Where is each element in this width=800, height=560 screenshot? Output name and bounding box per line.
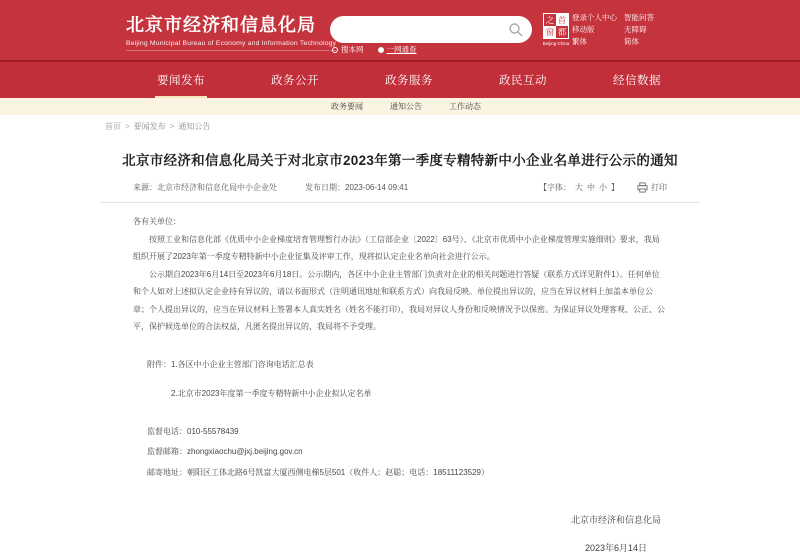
- source-label: 来源：: [133, 183, 157, 192]
- paragraph: 按照工业和信息化部《优质中小企业梯度培育管理暂行办法》（工信部企业〔2022〕63号）、《北京市优质中小企业梯度管理实施细则》要求，我局组织开展了2023年第一季度专精特新中小企业征集及评审工作，现将拟认定企业名单向社会进行公示。: [133, 234, 660, 261]
- sub-nav: [0, 98, 800, 115]
- contact-info: [147, 423, 667, 482]
- attachment-link-1[interactable]: 1.各区中小企业主管部门咨询电话汇总表: [171, 359, 314, 369]
- main-nav: [0, 62, 800, 98]
- breadcrumb-notices[interactable]: 通知公告: [178, 122, 211, 131]
- paragraph: 公示期自2023年6月14日至2023年6月18日。公示期内，各区中小企业主管部门负责对企业的相关问题进行答疑（联系方式详见附件1）。任何单位和个人如对上述拟认定企业持有异议的，请以书面形式（注明通讯地址和联系方式）向我局反映。单位提出异议的，应当在异议材料上加盖本单位公章；个人提出异议的，应当在异议材料上签署本人真实姓名（姓名不能打印），我局对异议人身份和反映情况予以保密。为保证异议处理客观、公正、公平，保护候选单位的合法权益，凡匿名提出异议的，我局将不予受理。: [133, 269, 665, 331]
- attachment-row: [147, 385, 667, 403]
- signature-org: 北京市经济和信息化局: [570, 515, 661, 525]
- attachment-row: [147, 356, 667, 374]
- site-logo[interactable]: [126, 11, 336, 51]
- contact-value: 010-55578439: [187, 426, 239, 436]
- article-title: 北京市经济和信息化局关于对北京市2023年第一季度专精特新中小企业名单进行公示的通知: [122, 153, 678, 168]
- contact-label: 邮寄地址：: [147, 467, 187, 477]
- supervision-phone: [147, 423, 667, 441]
- seal-caption: Beijing·China: [542, 41, 570, 47]
- contact-label: 监督邮箱：: [147, 447, 187, 456]
- nav-item-data[interactable]: 经信数据: [613, 75, 661, 87]
- nav-item-gov-services[interactable]: 政务服务: [385, 75, 433, 87]
- font-size-large-button[interactable]: 大: [575, 183, 583, 192]
- seal-char: 都: [557, 27, 567, 37]
- link-mobile-version[interactable]: 移动版: [572, 25, 595, 34]
- font-size-control: [539, 182, 619, 193]
- meta-divider: [100, 202, 700, 203]
- site-subtitle: Beijing Municipal Bureau of Economy and Information Technology: [126, 40, 336, 51]
- link-login-center[interactable]: 登录个人中心: [572, 13, 617, 22]
- breadcrumb-separator: >: [169, 122, 175, 131]
- subnav-item-work-updates[interactable]: 工作动态: [449, 102, 481, 111]
- site-header: [0, 0, 800, 60]
- source-value: 北京市经济和信息化局中小企业处: [157, 183, 277, 192]
- scope-option-label: 搜本网: [341, 45, 364, 54]
- search-scope-options: [332, 44, 417, 55]
- radio-unselected-icon: [332, 47, 338, 53]
- supervision-email: [147, 443, 667, 461]
- print-button[interactable]: [637, 182, 667, 193]
- contact-value: 朝阳区工体北路6号凯富大厦西侧电梯5层501（收件人：赵聪；电话：18511123529）: [187, 467, 489, 477]
- breadcrumb-home[interactable]: 首页: [105, 122, 121, 131]
- nav-item-gov-disclosure[interactable]: 政务公开: [271, 75, 319, 87]
- attachments: [147, 356, 667, 403]
- link-traditional-chinese[interactable]: 繁体: [572, 37, 587, 46]
- contact-label: 监督电话：: [147, 426, 187, 436]
- scope-option-all[interactable]: [378, 44, 417, 55]
- link-simplified-chinese[interactable]: 简体: [624, 37, 639, 46]
- font-size-medium-button[interactable]: 中: [587, 183, 595, 192]
- mailing-address: [147, 464, 667, 482]
- article-body: [100, 213, 700, 553]
- seal-char: 之: [545, 15, 555, 25]
- article-signature: [571, 512, 661, 557]
- breadcrumb-separator: >: [125, 122, 130, 131]
- font-control-suffix: 】: [611, 183, 619, 192]
- date-value: 2023-06-14 09:41: [345, 183, 409, 192]
- contact-value: zhongxiaochu@jxj.beijing.gov.cn: [187, 447, 303, 456]
- salutation: 各有关单位：: [133, 217, 181, 226]
- article-source: [133, 182, 277, 193]
- breadcrumb-news[interactable]: 要闻发布: [133, 122, 166, 131]
- link-accessibility[interactable]: 无障碍: [624, 25, 647, 34]
- article-meta: [100, 182, 700, 193]
- breadcrumb: [0, 115, 800, 132]
- seal-char: 首: [557, 15, 567, 25]
- nav-item-interaction[interactable]: 政民互动: [499, 75, 547, 87]
- attachment-link-2[interactable]: 2.北京市2023年度第一季度专精特新中小企业拟认定名单: [171, 389, 372, 398]
- radio-selected-icon: [378, 47, 384, 53]
- search-box: [330, 16, 532, 43]
- article: [100, 149, 700, 553]
- seal-char: 窗: [545, 27, 555, 37]
- scope-option-site[interactable]: [332, 44, 364, 55]
- subnav-item-gov-news[interactable]: 政务要闻: [331, 102, 363, 111]
- font-control-prefix: 【字体：: [539, 183, 571, 192]
- date-label: 发布日期：: [305, 183, 345, 192]
- signature-date: 2023年6月14日: [584, 542, 648, 553]
- article-publish-date: [305, 182, 408, 193]
- search-input[interactable]: [330, 25, 508, 35]
- link-smart-qa[interactable]: 智能问答: [624, 13, 654, 22]
- scope-option-label: 一网通查: [386, 45, 417, 54]
- print-label: 打印: [651, 183, 667, 192]
- attachments-label: 附件：: [147, 359, 171, 369]
- search-icon[interactable]: [508, 22, 524, 38]
- site-title: 北京市经济和信息化局: [126, 15, 316, 35]
- header-quick-links: [572, 12, 654, 48]
- nav-item-news[interactable]: 要闻发布: [157, 62, 205, 98]
- font-size-small-button[interactable]: 小: [599, 183, 607, 192]
- capital-window-seal-logo[interactable]: [543, 13, 569, 39]
- printer-icon: [637, 182, 648, 193]
- subnav-item-notices[interactable]: 通知公告: [390, 102, 422, 111]
